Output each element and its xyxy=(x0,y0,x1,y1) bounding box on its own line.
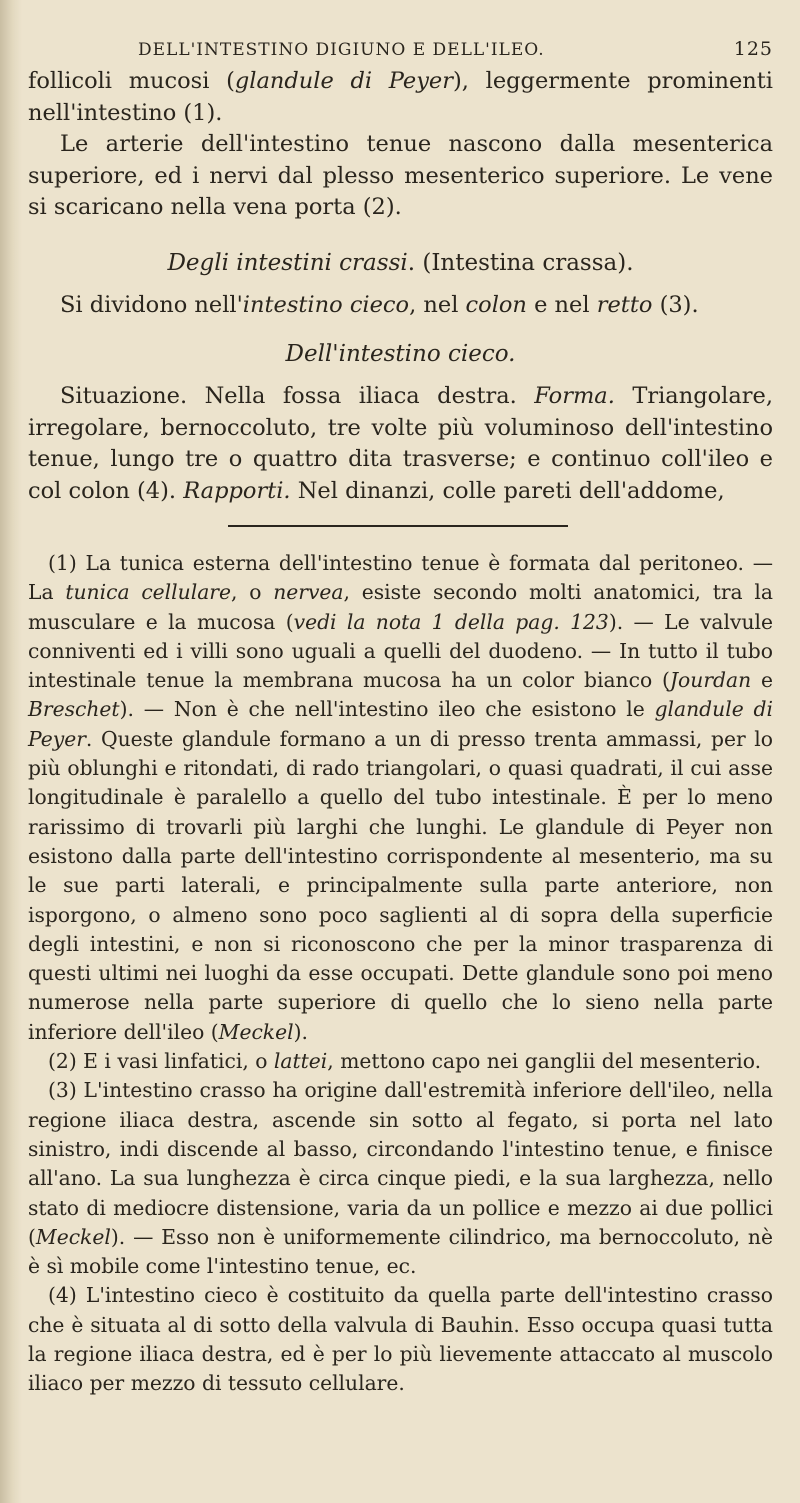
footnote-2: (2) E i vasi linfatici, o lattei, mettono capo nei ganglii del mesenterio. xyxy=(48,1049,762,1074)
paragraph-peyer: follicoli mucosi (glandule di Peyer), leggermente prominenti nell'intestino (1). xyxy=(28,68,773,126)
footnote-3: (3) L'intestino crasso ha origine dall'estremità inferiore dell'ileo, nella regione iliaca destra, ascende sin sotto al fegato, si porta nel lato sinistro, indi discende al basso, circondando l'intestino tenue, e finisce all'ano. La sua lunghezza è circa cinque piedi, e la sua larghezza, nello stato di mediocre distensione, varia da un pollice e mezzo ai due pollici (Meckel). — Esso non è uniformemente cilindrico, ma bernoccoluto, nè è sì mobile come l'intestino tenue, ec. xyxy=(28,1078,773,1279)
page-header xyxy=(28,38,773,60)
running-title: DELL'INTESTINO DIGIUNO E DELL'ILEO. xyxy=(138,40,545,60)
footnote-divider xyxy=(228,525,568,527)
book-gutter xyxy=(0,0,22,1503)
footnote-1: (1) La tunica esterna dell'intestino tenue è formata dal peritoneo. — La tunica cellulare, o nervea, esiste secondo molti anatomici, tra la musculare e la mucosa (vedi la nota 1 della pag. 123). — Le valvule conniventi ed i villi sono uguali a quelli del duodeno. — In tutto il tubo intestinale tenue la membrana mucosa ha un color bianco (Jourdan e Breschet). — Non è che nell'intestino ileo che esistono le glandule di Peyer. Queste glandule formano a un di presso trenta ammassi, per lo più oblunghi e ritondati, di rado triangolari, o quasi quadrati, il cui asse longitudinale è paralello a quello del tubo intestinale. È per lo meno rarissimo di trovarli più larghi che lunghi. Le glandule di Peyer non esistono dalla parte dell'intestino corrispondente al mesenterio, ma su le sue parti laterali, e principalmente sulla parte anteriore, non isporgono, o almeno sono poco saglienti al di sopra della superficie degli intestini, e non si riconoscono che per la minor trasparenza di questi ultimi nei luoghi da esse occupati. Dette glandule sono poi meno numerose nella parte superiore di quello che lo sieno nella parte inferiore dell'ileo (Meckel). xyxy=(28,551,774,1044)
heading-intestini-crassi: Degli intestini crassi. (Intestina crassa). xyxy=(167,249,634,276)
heading-intestino-cieco: Dell'intestino cieco. xyxy=(285,341,516,367)
paragraph-situazione: Situazione. Nella fossa iliaca destra. Forma. Triangolare, irregolare, bernoccoluto, tre volte più voluminoso dell'intestino tenue, lungo tre o quattro dita trasverse; e continuo coll'ileo e col colon (4). Rapporti. Nel dinanzi, colle pareti dell'addome, xyxy=(28,383,773,504)
page-number: 125 xyxy=(733,38,773,60)
footnote-4: (4) L'intestino cieco è costituito da quella parte dell'intestino crasso che è situata al di sotto della valvula di Bauhin. Esso occupa quasi tutta la regione iliaca destra, ed è per lo più lievemente attaccato al muscolo iliaco per mezzo di tessuto cellulare. xyxy=(28,1283,773,1396)
paragraph-vessels: Le arterie dell'intestino tenue nascono dalla mesenterica superiore, ed i nervi dal plesso mesenterico superiore. Le vene si scaricano nella vena porta (2). xyxy=(28,131,773,220)
paragraph-division: Si dividono nell'intestino cieco, nel colon e nel retto (3). xyxy=(60,291,699,318)
book-page xyxy=(28,38,773,1399)
footnotes xyxy=(28,549,773,1399)
